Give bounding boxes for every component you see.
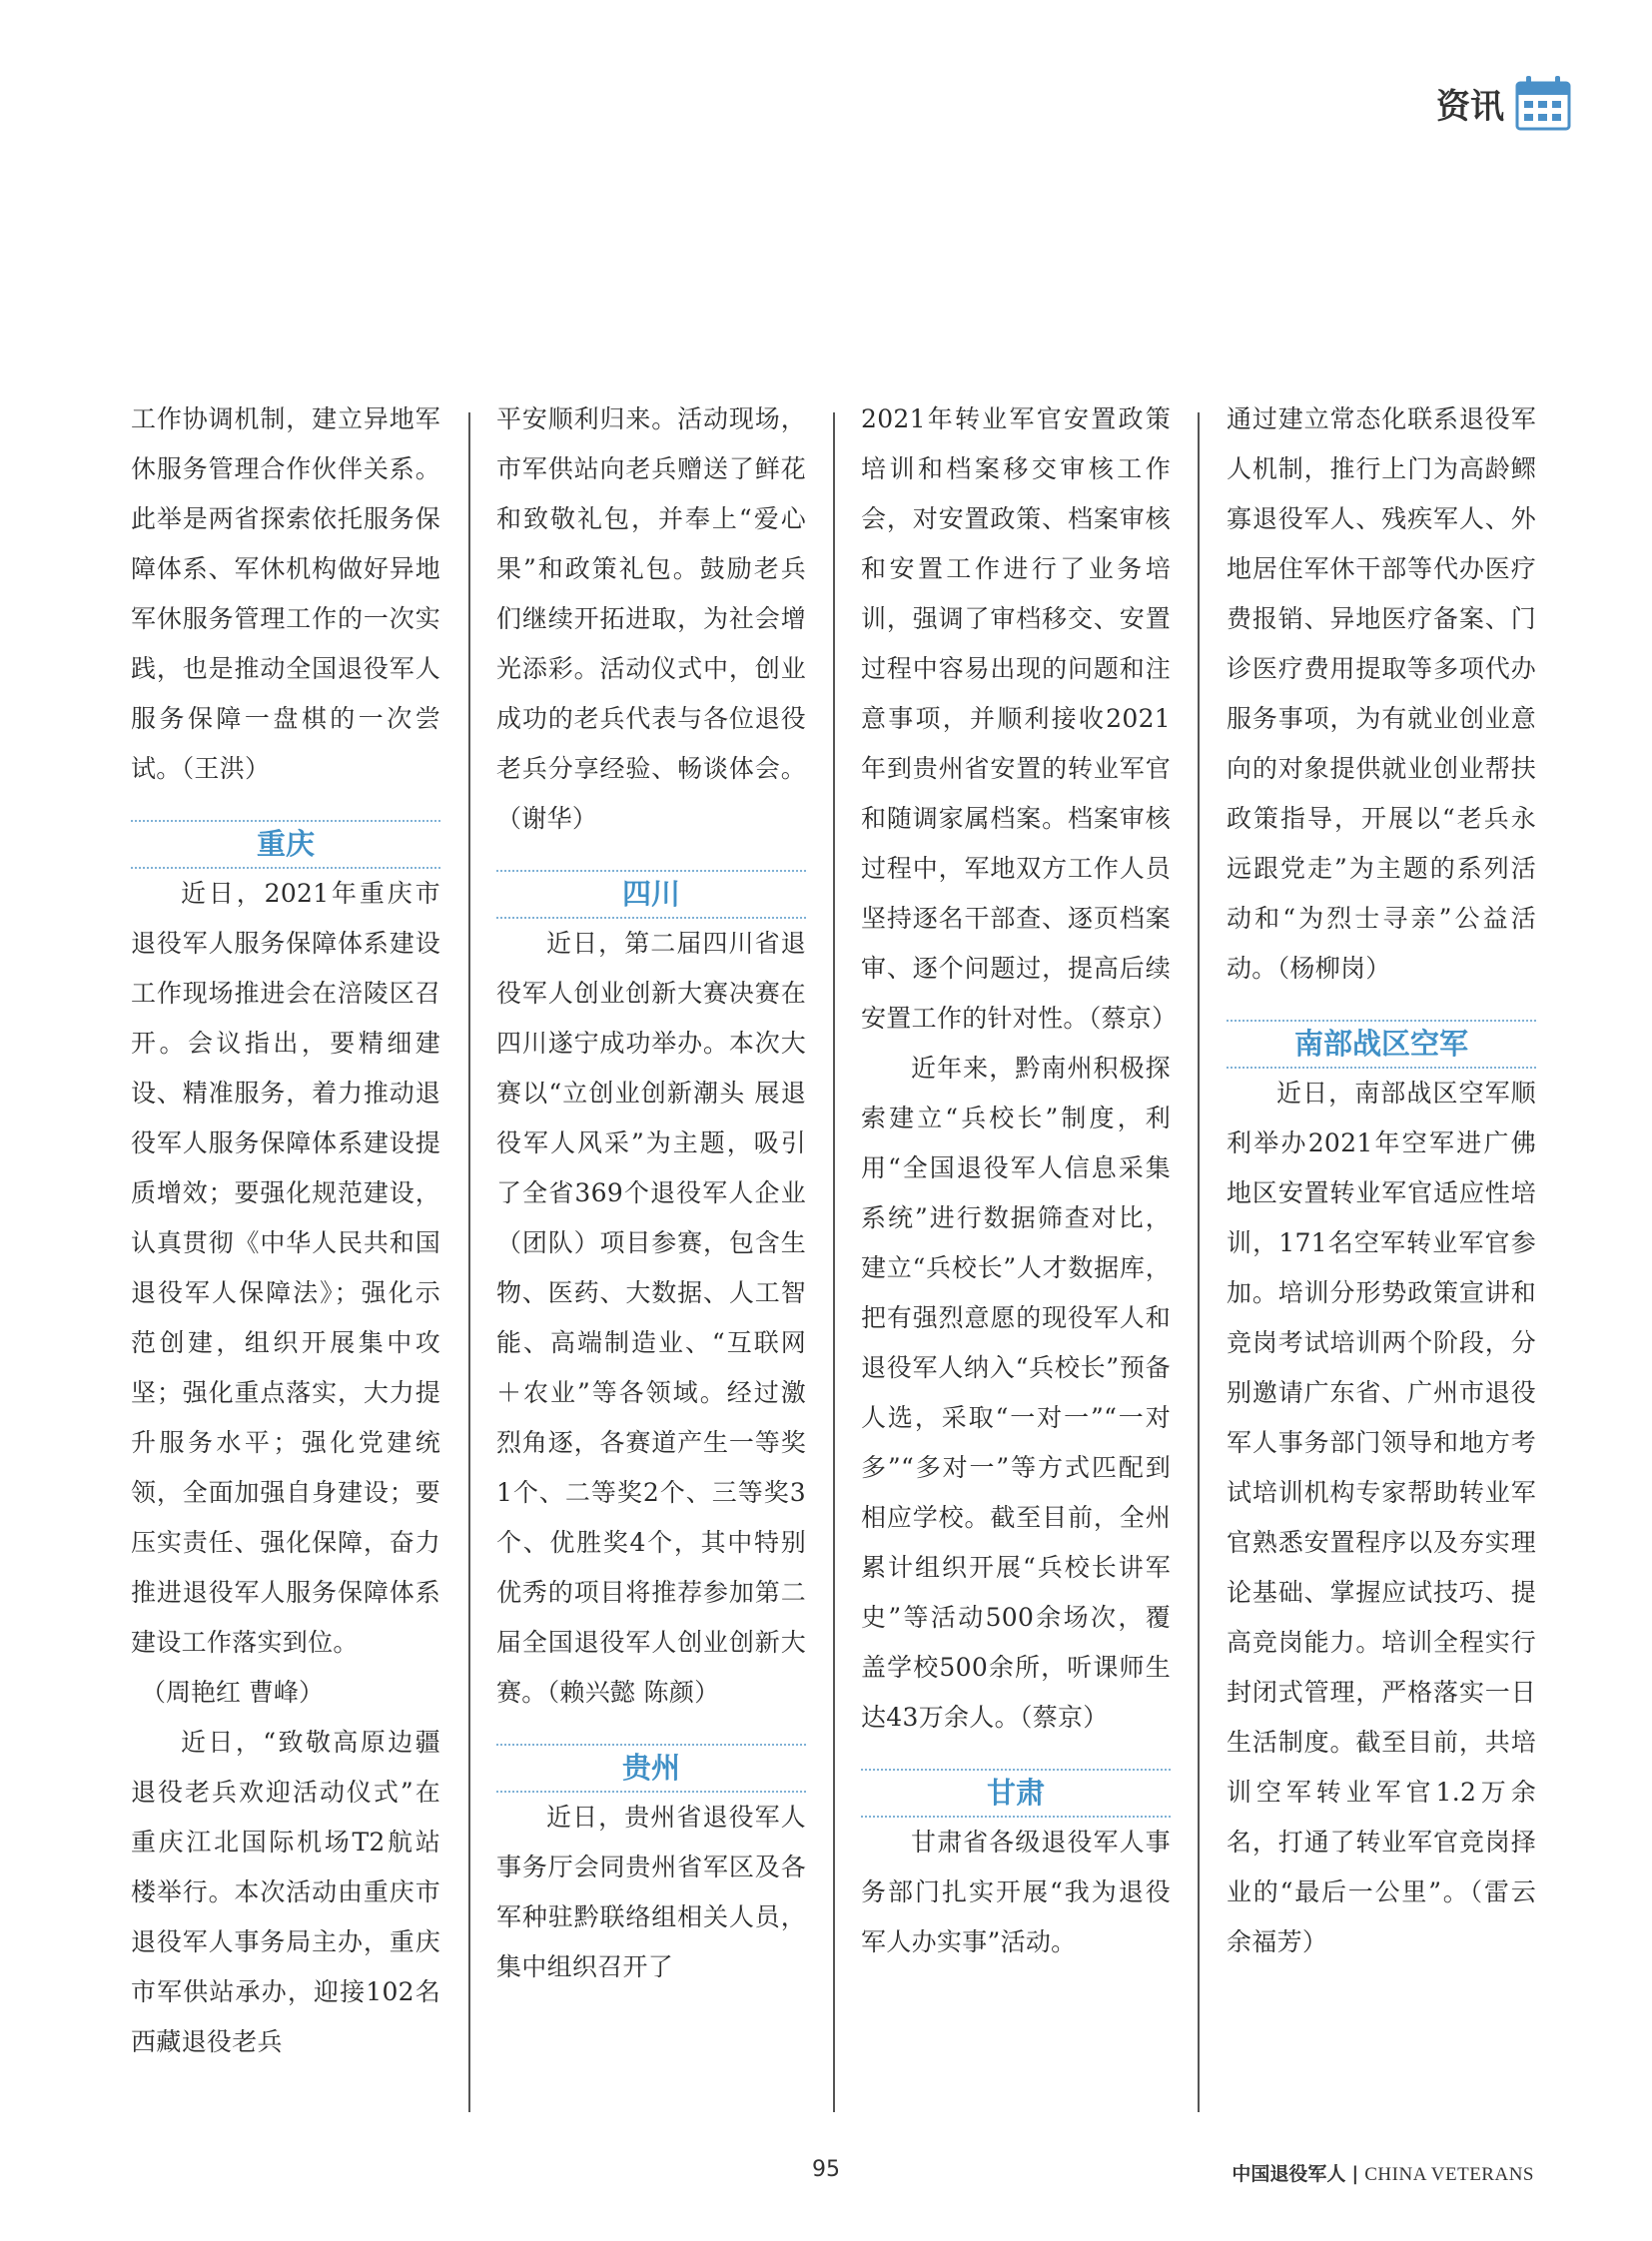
column-divider bbox=[1198, 412, 1200, 2112]
section-heading: 甘肃 bbox=[861, 1769, 1171, 1818]
publication-name-cn: 中国退役军人 bbox=[1232, 2163, 1346, 2185]
article-paragraph: 工作协调机制，建立异地军休服务管理合作伙伴关系。此举是两省探索依托服务保障体系、军休机构做好异地军休服务管理工作的一次实践，也是推动全国退役军人服务保障一盘棋的一次尝试。（王洪） bbox=[131, 404, 440, 783]
article-paragraph: 近日，贵州省退役军人事务厅会同贵州省军区及各军种驻黔联络组相关人员，集中组织召开了 bbox=[496, 1803, 806, 1981]
column-divider bbox=[833, 412, 835, 2112]
column-divider bbox=[468, 412, 470, 2112]
calendar-icon bbox=[1514, 74, 1572, 132]
article-paragraph: 近年来，黔南州积极探索建立“兵校长”制度，利用“全国退役军人信息采集系统”进行数据筛查对比，建立“兵校长”人才数据库，把有强烈意愿的现役军人和退役军人纳入“兵校长”预备人选，采取“一对一”“一对多”“多对一”等方式匹配到相应学校。截至目前，全州累计组织开展“兵校长讲军史”等活动500余场次，覆盖学校500余所，听课师生达43万余人。（蔡京） bbox=[861, 1054, 1171, 1732]
column-2 bbox=[496, 394, 806, 2092]
column-3 bbox=[861, 394, 1178, 2092]
page-number: 95 bbox=[812, 2157, 840, 2182]
page-footer bbox=[0, 2155, 1652, 2195]
section-heading: 重庆 bbox=[131, 820, 440, 869]
section-header bbox=[1436, 68, 1572, 138]
column-4 bbox=[1227, 394, 1536, 2092]
article-paragraph: 近日，南部战区空军顺利举办2021年空军进广佛地区安置转业军官适应性培训，171名空军转业军官参加。培训分形势政策宣讲和竞岗考试培训两个阶段，分别邀请广东省、广州市退役军人事务部门领导和地方考试培训机构专家帮助转业军官熟悉安置程序以及夯实理论基础、掌握应试技巧、提高竞岗能力。培训全程实行封闭式管理，严格落实一日生活制度。截至目前，共培训空军转业军官1.2万余名，打通了转业军官竞岗择业的“最后一公里”。（雷云 余福芳） bbox=[1227, 1079, 1536, 1956]
publication-name-en: CHINA VETERANS bbox=[1364, 2164, 1534, 2185]
section-heading: 南部战区空军 bbox=[1227, 1020, 1536, 1069]
section-label: 资讯 bbox=[1436, 86, 1504, 127]
article-paragraph: 近日，第二届四川省退役军人创业创新大赛决赛在四川遂宁成功举办。本次大赛以“立创业创新潮头 展退役军人风采”为主题，吸引了全省369个退役军人企业（团队）项目参赛，包含生物、医药、大数据、人工智能、高端制造业、“互联网＋农业”等各领域。经过激烈角逐，各赛道产生一等奖1个、二等奖2个、三等奖3个、优胜奖4个，其中特别优秀的项目将推荐参加第二届全国退役军人创业创新大赛。（赖兴懿 陈颜） bbox=[496, 929, 806, 1707]
article-paragraph: 通过建立常态化联系退役军人机制，推行上门为高龄鳏寡退役军人、残疾军人、外地居住军休干部等代办医疗费报销、异地医疗备案、门诊医疗费用提取等多项代办服务事项，为有就业创业意向的对象提供就业创业帮扶政策指导，开展以“老兵永远跟党走”为主题的系列活动和“为烈士寻亲”公益活动。（杨柳岗） bbox=[1227, 404, 1536, 983]
section-heading: 四川 bbox=[496, 870, 806, 919]
article-paragraph: 近日，“致敬高原边疆退役老兵欢迎活动仪式”在重庆江北国际机场T2航站楼举行。本次活动由重庆市退役军人事务局主办，重庆市军供站承办，迎接102名西藏退役老兵 bbox=[131, 1728, 440, 2056]
article-paragraph: 近日，2021年重庆市退役军人服务保障体系建设工作现场推进会在涪陵区召开。会议指出，要精细建设、精准服务，着力推动退役军人服务保障体系建设提质增效；要强化规范建设，认真贯彻《中华人民共和国退役军人保障法》；强化示范创建，组织开展集中攻坚；强化重点落实，大力提升服务水平；强化党建统领，全面加强自身建设；要压实责任、强化保障，奋力推进退役军人服务保障体系建设工作落实到位。 bbox=[131, 879, 440, 1657]
author-credit: （周艳红 曹峰） bbox=[141, 1678, 324, 1707]
publication-brand bbox=[1232, 2159, 1534, 2186]
article-paragraph: 2021年转业军官安置政策培训和档案移交审核工作会，对安置政策、档案审核和安置工作进行了业务培训，强调了审档移交、安置过程中容易出现的问题和注意事项，并顺利接收2021年到贵州省安置的转业军官和随调家属档案。档案审核过程中，军地双方工作人员坚持逐名干部查、逐页档案审、逐个问题过，提高后续安置工作的针对性。（蔡京） bbox=[861, 404, 1178, 1033]
column-1 bbox=[131, 394, 440, 2092]
brand-separator: | bbox=[1351, 2163, 1359, 2185]
article-columns bbox=[131, 394, 1536, 2092]
article-paragraph: 甘肃省各级退役军人事务部门扎实开展“我为退役军人办实事”活动。 bbox=[861, 1828, 1171, 1956]
section-heading: 贵州 bbox=[496, 1744, 806, 1793]
article-paragraph: 平安顺利归来。活动现场，市军供站向老兵赠送了鲜花和致敬礼包，并奉上“爱心果”和政策礼包。鼓励老兵们继续开拓进取，为社会增光添彩。活动仪式中，创业成功的老兵代表与各位退役老兵分享经验、畅谈体会。（谢华） bbox=[496, 404, 806, 833]
